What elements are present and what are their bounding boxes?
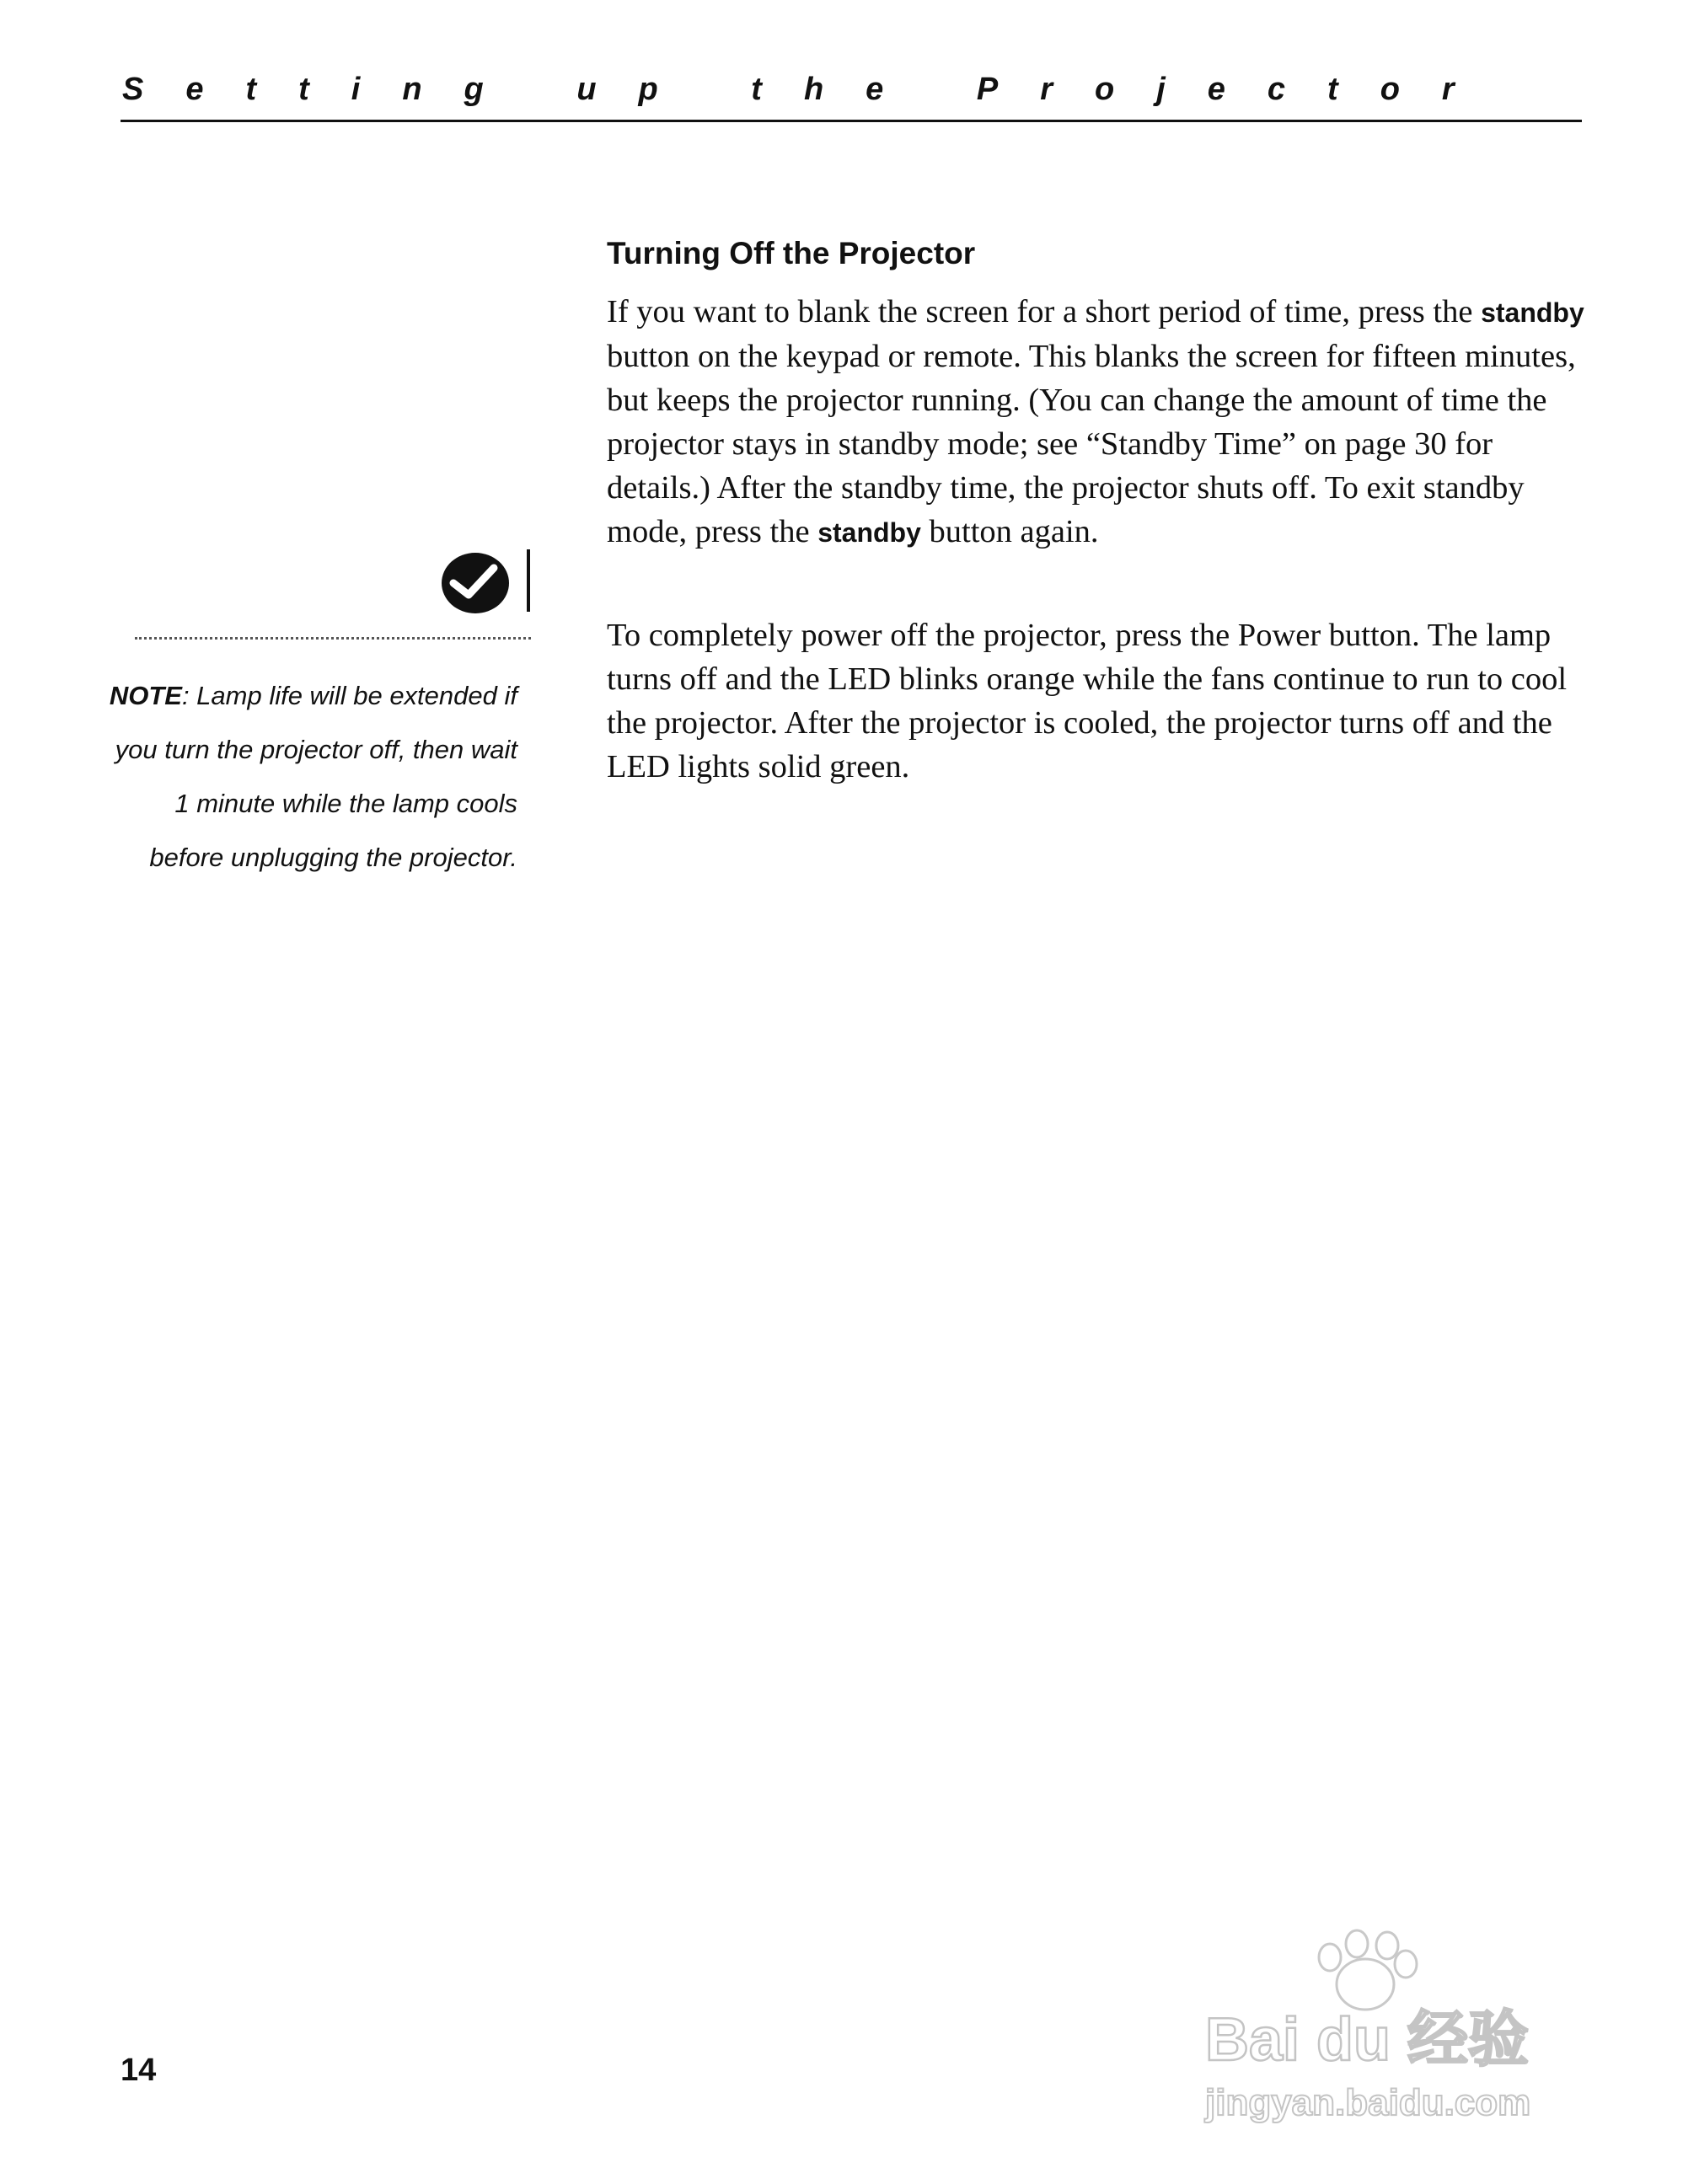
watermark-logo-text: Bai du 经验 [1205, 2006, 1530, 2074]
body-paragraph-1 [607, 290, 1584, 554]
running-head: Setting up the Projector [122, 72, 1497, 107]
header-rule [121, 120, 1582, 122]
para1-text-b: button on the keypad or remote. This blanks the screen for fifteen minutes, but keeps the projector running. (You can change the amount of time the projector stays in standby mode; see “Standby Time” on page 30 for details.) After the standby time, the projector shuts off. To exit standby mode, press the [607, 339, 1576, 549]
baidu-jingyan-watermark [1188, 1925, 1610, 2128]
watermark-url-text: jingyan.baidu.com [1205, 2082, 1531, 2123]
para1-text-a: If you want to blank the screen for a short period of time, press the [607, 294, 1482, 329]
section-title: Turning Off the Projector [607, 236, 976, 270]
body-paragraph-2: To completely power off the projector, press the Power button. The lamp turns off and the LED blinks orange while the fans continue to run to cool the projector. After the projector is cooled, the projector turns off and the LED lights solid green. [607, 618, 1568, 784]
standby-keyword: standby [1481, 297, 1584, 328]
checkmark-logo-icon [440, 549, 514, 615]
sidebar-note [101, 669, 517, 885]
sidebar-dotted-rule [135, 637, 531, 640]
para1-text-c: button again. [920, 514, 1099, 549]
standby-keyword: standby [817, 517, 921, 548]
logo-divider-bar [527, 549, 530, 612]
page-number: 14 [121, 2053, 157, 2088]
note-text: : Lamp life will be extended if you turn the projector off, then wait 1 minute while the lamp cools before unplugging the projector. [115, 681, 517, 872]
note-label: NOTE [109, 681, 182, 710]
